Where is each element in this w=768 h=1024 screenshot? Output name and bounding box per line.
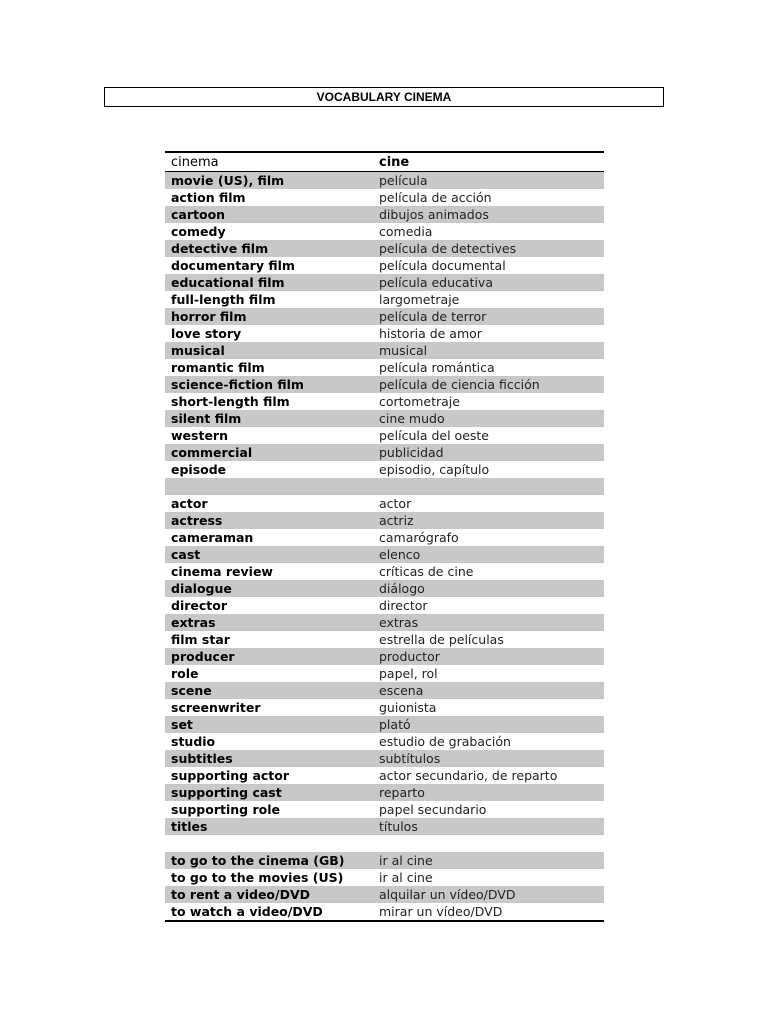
english-term: supporting role [171,802,280,817]
spanish-term: escena [379,683,424,698]
english-term: supporting cast [171,785,282,800]
spanish-term: mirar un vídeo/DVD [379,904,503,919]
english-term: silent film [171,411,242,426]
english-term: cartoon [171,207,226,222]
table-row [165,427,604,444]
table-row [165,886,604,903]
table-row [165,614,604,631]
table-row [165,223,604,240]
table-row [165,835,604,852]
table-row [165,512,604,529]
table-row [165,733,604,750]
table-row [165,393,604,410]
spanish-term: musical [379,343,428,358]
english-term: musical [171,343,225,358]
english-term: to rent a video/DVD [171,887,311,902]
table-row [165,784,604,801]
table-row [165,631,604,648]
english-term: subtitles [171,751,233,766]
english-term: short-length film [171,394,290,409]
table-row [165,189,604,206]
spanish-term: película educativa [379,275,493,290]
table-row [165,308,604,325]
spanish-term: ir al cine [379,870,433,885]
english-term: to go to the movies (US) [171,870,344,885]
spanish-term: película de terror [379,309,487,324]
english-term: titles [171,819,208,834]
spanish-term: película romántica [379,360,495,375]
spanish-term: actor secundario, de reparto [379,768,558,783]
english-term: cinema review [171,564,273,579]
english-term: movie (US), film [171,173,285,188]
spanish-term: extras [379,615,419,630]
header-spanish: cine [379,154,410,170]
english-term: actor [171,496,208,511]
english-term: romantic film [171,360,265,375]
spanish-term: críticas de cine [379,564,474,579]
table-row [165,648,604,665]
english-term: horror film [171,309,247,324]
english-term: cameraman [171,530,254,545]
spanish-term: papel, rol [379,666,438,681]
spanish-term: actriz [379,513,414,528]
table-row [165,206,604,223]
english-term: film star [171,632,230,647]
spanish-term: dibujos animados [379,207,489,222]
english-term: supporting actor [171,768,290,783]
table-header [165,153,604,172]
spanish-term: película del oeste [379,428,489,443]
table-row [165,274,604,291]
english-term: extras [171,615,216,630]
table-row [165,410,604,427]
spanish-term: alquilar un vídeo/DVD [379,887,516,902]
table-row [165,699,604,716]
spanish-term: ir al cine [379,853,433,868]
spanish-term: guionista [379,700,437,715]
english-term: producer [171,649,235,664]
english-term: documentary film [171,258,295,273]
spanish-term: película documental [379,258,506,273]
spanish-term: historia de amor [379,326,482,341]
table-row [165,240,604,257]
spanish-term: actor [379,496,412,511]
table-row [165,325,604,342]
english-term: episode [171,462,227,477]
english-term: full-length film [171,292,276,307]
english-term: commercial [171,445,253,460]
spanish-term: plató [379,717,411,732]
document-title: VOCABULARY CINEMA [104,87,664,107]
table-row [165,546,604,563]
table-row [165,461,604,478]
english-term: screenwriter [171,700,261,715]
english-term: love story [171,326,242,341]
table-row [165,665,604,682]
spanish-term: película de acción [379,190,492,205]
table-row [165,478,604,495]
english-term: science-fiction film [171,377,304,392]
table-row [165,818,604,835]
spanish-term: película de ciencia ficción [379,377,540,392]
table-row [165,750,604,767]
table-row [165,767,604,784]
table-row [165,291,604,308]
spanish-term: director [379,598,428,613]
spanish-term: subtítulos [379,751,441,766]
table-row [165,563,604,580]
spanish-term: cine mudo [379,411,445,426]
spanish-term: episodio, capítulo [379,462,490,477]
table-row [165,529,604,546]
english-term: western [171,428,228,443]
spanish-term: comedia [379,224,433,239]
english-term: action film [171,190,246,205]
spanish-term: papel secundario [379,802,487,817]
table-row [165,376,604,393]
table-row [165,444,604,461]
table-row [165,257,604,274]
english-term: scene [171,683,212,698]
english-term: role [171,666,199,681]
table-row [165,495,604,512]
spanish-term: película de detectives [379,241,517,256]
spanish-term: estrella de películas [379,632,504,647]
table-row [165,359,604,376]
english-term: to watch a video/DVD [171,904,323,919]
english-term: set [171,717,193,732]
spanish-term: cortometraje [379,394,460,409]
table-row [165,597,604,614]
table-row [165,801,604,818]
english-term: comedy [171,224,226,239]
spanish-term: película [379,173,428,188]
vocabulary-table [165,151,604,922]
english-term: studio [171,734,216,749]
table-row [165,716,604,733]
spanish-term: reparto [379,785,425,800]
spanish-term: diálogo [379,581,425,596]
english-term: detective film [171,241,269,256]
english-term: director [171,598,228,613]
english-term: actress [171,513,223,528]
english-term: to go to the cinema (GB) [171,853,345,868]
spanish-term: camarógrafo [379,530,459,545]
english-term: educational film [171,275,285,290]
table-row [165,580,604,597]
table-row [165,342,604,359]
spanish-term: elenco [379,547,421,562]
spanish-term: publicidad [379,445,444,460]
table-row [165,869,604,886]
table-row [165,903,604,920]
table-row [165,682,604,699]
table-row [165,172,604,189]
spanish-term: títulos [379,819,418,834]
spanish-term: productor [379,649,440,664]
english-term: dialogue [171,581,232,596]
spanish-term: largometraje [379,292,460,307]
spanish-term: estudio de grabación [379,734,511,749]
english-term: cast [171,547,201,562]
table-row [165,852,604,869]
header-english: cinema [171,154,219,170]
